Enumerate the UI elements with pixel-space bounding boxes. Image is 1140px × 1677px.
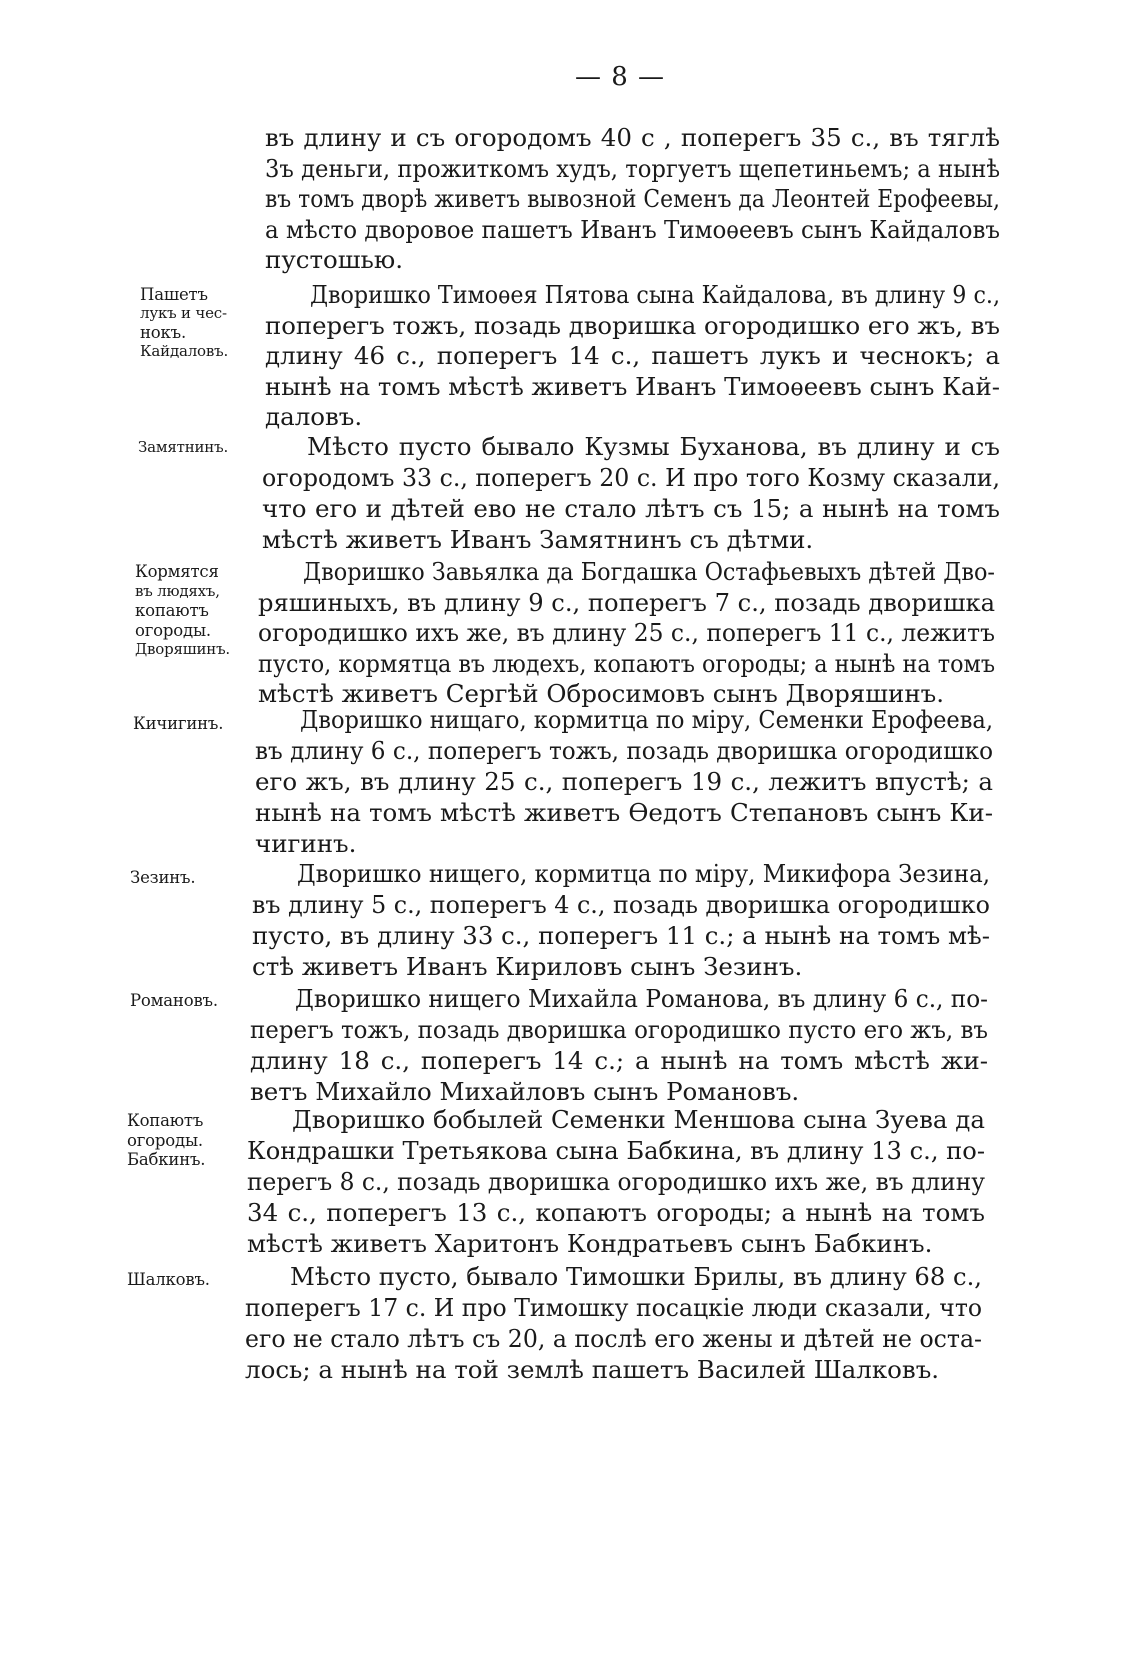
margin-note-line: Копаютъ [127, 1111, 204, 1130]
margin-note-line: Романовъ. [130, 991, 218, 1010]
text-line: 3ъ деньги, прожиткомъ худъ, торгуетъ щепетиньемъ; а нынѣ [265, 153, 1000, 183]
margin-note-line: нокъ. [140, 323, 186, 342]
text-line: въ длину 5 с., поперегъ 4 с., позадь дворишка огородишко [252, 890, 990, 919]
page-number: — 8 — [574, 62, 666, 92]
text-line: мѣстѣ живетъ Харитонъ Кондратьевъ сынъ Бабкинъ. [247, 1229, 933, 1258]
text-line: его жъ, въ длину 25 с., поперегъ 19 с., лежитъ впустѣ; а [255, 767, 993, 796]
text-line: въ длину 6 с., поперегъ тожъ, позадь дворишка огородишко [255, 736, 993, 765]
margin-note-line: Кайдаловъ. [140, 342, 229, 360]
text-line: нынѣ на томъ мѣстѣ живетъ Иванъ Тимоѳеевъ сынъ Кай- [265, 371, 1000, 401]
text-line: Дворишко Завьялка да Богдашка Остафьевыхъ дѣтей Дво- [303, 557, 995, 586]
text-line: длину 18 с., поперегъ 14 с.; а нынѣ на томъ мѣстѣ жи- [250, 1046, 988, 1075]
text-line: мѣстѣ живетъ Иванъ Замятнинъ съ дѣтми. [262, 525, 814, 554]
text-line: а мѣсто дворовое пашетъ Иванъ Тимоѳеевъ сынъ Кайдаловъ [265, 214, 1000, 244]
text-line: чигинъ. [255, 829, 357, 858]
text-line: въ длину и съ огородомъ 40 с , поперегъ 35 с., въ тяглѣ [265, 123, 1000, 152]
margin-note-line: огороды. [127, 1130, 203, 1150]
text-line: ряшиныхъ, въ длину 9 с., поперегъ 7 с., позадь дворишка [258, 587, 995, 617]
text-line: поперегъ тожъ, позадь дворишка огородишко его жъ, въ [265, 310, 1000, 340]
margin-note-line: Шалковъ. [127, 1270, 210, 1289]
text-line: даловъ. [265, 402, 363, 431]
margin-note-line: въ людяхъ, [135, 581, 220, 600]
text-line: поперегъ 17 с. И про Тимошку посацкіе люди сказали, что [245, 1293, 982, 1322]
text-line: лось; а нынѣ на той землѣ пашетъ Василей Шалковъ. [245, 1355, 940, 1384]
margin-note-line: Замятнинъ. [138, 438, 229, 456]
text-line: нынѣ на томъ мѣстѣ живетъ Ѳедотъ Степановъ сынъ Ки- [255, 798, 993, 827]
margin-note-line: лукъ и чес- [140, 304, 227, 322]
text-line: Дворишко Тимоѳея Пятова сына Кайдалова, въ длину 9 с., [310, 280, 1000, 309]
text-line: его не стало лѣтъ съ 20, а послѣ его жены и дѣтей не оста- [245, 1324, 982, 1353]
text-line: мѣстѣ живетъ Сергѣй Обросимовъ сынъ Дворяшинъ. [258, 679, 945, 708]
text-line: въ томъ дворѣ живетъ вывозной Семенъ да Леонтей Ерофеевы, [265, 184, 1000, 213]
margin-note-line: копаютъ [135, 601, 209, 620]
text-line: 34 с., поперегъ 13 с., копаютъ огороды; а нынѣ на томъ [247, 1198, 985, 1227]
text-line: пустошью. [265, 245, 404, 274]
text-line: пусто, кормятца въ людехъ, копаютъ огороды; а нынѣ на томъ [258, 648, 995, 678]
margin-note-line: Зезинъ. [130, 868, 196, 887]
text-line: пусто, въ длину 33 с., поперегъ 11 с.; а нынѣ на томъ мѣ- [252, 921, 990, 950]
margin-note-line: Кичигинъ. [133, 714, 224, 733]
text-line: Мѣсто пусто, бывало Тимошки Брилы, въ длину 68 с., [290, 1262, 982, 1291]
text-line: огородишко ихъ же, въ длину 25 с., поперегъ 11 с., лежитъ [258, 618, 995, 647]
text-line: Мѣсто пусто бывало Кузмы Буханова, въ длину и съ [307, 432, 1000, 461]
text-line: Дворишко бобылей Семенки Меншова сына Зуева да [292, 1105, 985, 1134]
margin-note-line: Бабкинъ. [127, 1150, 206, 1169]
text-line: перегъ 8 с., позадь дворишка огородишко ихъ же, въ длину [247, 1167, 985, 1196]
text-line: длину 46 с., поперегъ 14 с., пашетъ лукъ и чеснокъ; а [265, 341, 1000, 370]
text-line: Дворишко нищего, кормитца по міру, Микифора Зезина, [297, 859, 990, 888]
text-line: Дворишко нищаго, кормитца по міру, Семенки Ерофеева, [300, 705, 993, 734]
text-line: огородомъ 33 с., поперегъ 20 с. И про того Козму сказали, [262, 463, 1000, 492]
margin-note-line: Кормятся [135, 562, 219, 581]
text-line: ветъ Михайло Михайловъ сынъ Романовъ. [250, 1077, 800, 1106]
text-line: стѣ живетъ Иванъ Кириловъ сынъ Зезинъ. [252, 952, 803, 981]
text-line: Дворишко нищего Михайла Романова, въ длину 6 с., по- [295, 984, 988, 1013]
margin-note-line: огороды. [135, 620, 211, 640]
text-line: что его и дѣтей ево не стало лѣтъ съ 15; а нынѣ на томъ [262, 494, 1000, 523]
margin-note-line: Пашетъ [140, 285, 208, 304]
margin-note-line: Дворяшинъ. [135, 640, 230, 658]
text-line: Кондрашки Третьякова сына Бабкина, въ длину 13 с., по- [247, 1136, 985, 1165]
text-line: перегъ тожъ, позадь дворишка огородишко пусто его жъ, въ [250, 1015, 988, 1044]
